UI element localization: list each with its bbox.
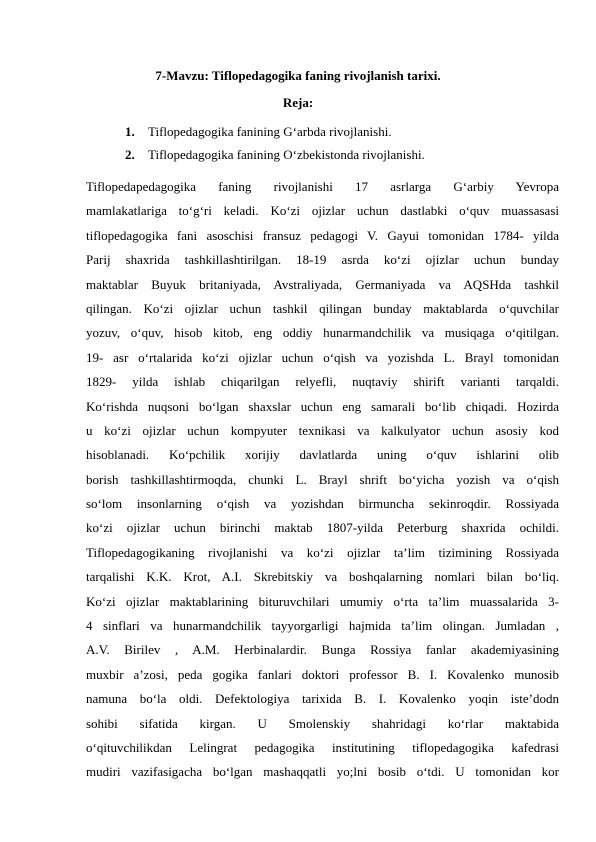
body-line: Tiflopedapedagogika faning rivojlanishi 17 asrlarga G‘arbiy Yevropa bbox=[86, 179, 559, 194]
plan-list bbox=[125, 120, 425, 166]
body-line: tarqalishi K.K. Krot, A.I. Skrebitskiy va boshqalarning nomlari bilan bo‘liq. bbox=[86, 569, 559, 585]
body-line: muxbir a’zosi, peda gogika fanlari doktori professor B. I. Kovalenko munosib bbox=[86, 666, 559, 682]
body-line: hisoblanadi. Ko‘pchilik xorijiy davlatlarda uning o‘quv ishlarini olib bbox=[86, 447, 559, 463]
body-line: Parij shaxrida tashkillashtirilgan. 18-19 asrda ko‘zi ojizlar uchun bunday bbox=[86, 252, 559, 268]
body-line: tiflopedagogika fani asoschisi fransuz pedagogi V. Gayui tomonidan 1784- yilda bbox=[86, 227, 559, 243]
body-line: 19- asr o‘rtalarida ko‘zi ojizlar uchun o‘qish va yozishda L. Brayl tomonidan bbox=[86, 349, 559, 365]
page-title: 7-Mavzu: Tiflopedagogika faning rivojlanish tarixi. bbox=[155, 68, 441, 83]
body-line: maktablar Buyuk britaniyada, Avstraliyada, Germaniyada va AQSHda tashkil bbox=[86, 276, 559, 292]
body-line: Ko‘zi ojizlar maktablarining bituruvchilari umumiy o‘rta ta’lim muassalarida 3- bbox=[86, 593, 559, 609]
body-line: 4 sinflari va hunarmandchilik tayyorgarligi hajmida ta’lim olingan. Jumladan , bbox=[86, 618, 559, 634]
body-line: yozuv, o‘quv, hisob kitob, eng oddiy hunarmandchilik va musiqaga o‘qitilgan. bbox=[86, 325, 559, 341]
body-line: so‘lom insonlarning o‘qish va yozishdan birmuncha sekinroqdir. Rossiyada bbox=[86, 496, 559, 512]
plan-label: Reja: bbox=[282, 95, 314, 110]
body-line: sohibi sifatida kirgan. U Smolenskiy shahridagi ko‘rlar maktabida bbox=[86, 715, 559, 731]
body-line: u ko‘zi ojizlar uchun kompyuter texnikasi va kalkulyator uchun asosiy kod bbox=[86, 422, 559, 438]
plan-item-text: Tiflopedagogika fanining G‘arbda rivojlanishi. bbox=[148, 124, 392, 139]
body-line: borish tashkillashtirmoqda, chunki L. Brayl shrift bo‘yicha yozish va o‘qish bbox=[86, 471, 559, 487]
plan-item-number: 1. bbox=[125, 124, 135, 139]
body-line: A.V. Birilev , A.M. Herbinalardir. Bunga Rossiya fanlar akademiyasining bbox=[86, 642, 559, 658]
body-text bbox=[86, 175, 559, 785]
body-line: 1829- yilda ishlab chiqarilgan relyefli, nuqtaviy shirift varianti tarqaldi. bbox=[86, 374, 559, 390]
body-line: Tiflopedagogikaning rivojlanishi va ko‘zi ojizlar ta’lim tizimining Rossiyada bbox=[86, 544, 559, 560]
body-line: mudiri vazifasigacha bo‘lgan mashaqqatli yo;lni bosib o‘tdi. U tomonidan kor bbox=[86, 764, 559, 780]
body-line: Ko‘rishda nuqsoni bo‘lgan shaxslar uchun eng samarali bo‘lib chiqadi. Hozirda bbox=[86, 398, 559, 414]
plan-item bbox=[125, 143, 425, 166]
body-line: ko‘zi ojizlar uchun birinchi maktab 1807-yilda Peterburg shaxrida ochildi. bbox=[86, 520, 559, 536]
body-line: namuna bo‘la oldi. Defektologiya tarixida B. I. Kovalenko yoqin iste’dodn bbox=[86, 691, 559, 707]
plan-item bbox=[125, 120, 425, 143]
body-line: o‘qituvchilikdan Lelingrat pedagogika institutining tiflopedagogika kafedrasi bbox=[86, 739, 559, 755]
plan-item-number: 2. bbox=[125, 147, 135, 162]
plan-item-text: Tiflopedagogika fanining O‘zbekistonda rivojlanishi. bbox=[148, 147, 425, 162]
body-line: qilingan. Ko‘zi ojizlar uchun tashkil qilingan bunday maktablarda o‘quvchilar bbox=[86, 300, 559, 316]
body-line: mamlakatlariga to‘g‘ri keladi. Ko‘zi ojizlar uchun dastlabki o‘quv muassasasi bbox=[86, 203, 559, 219]
